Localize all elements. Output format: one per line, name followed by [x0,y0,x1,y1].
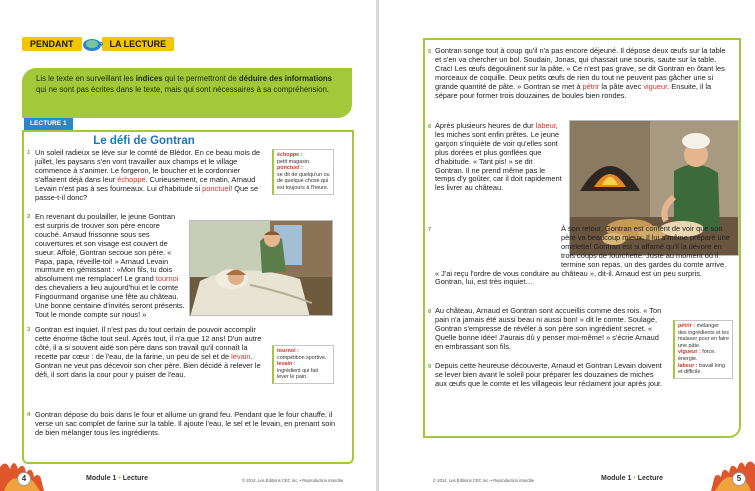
footer-copyright-right: © 2014, Les Éditions CEC inc. • Reproduction interdite [433,478,535,483]
story-title: Le défi de Gontran [93,135,195,147]
glossary-definition: compétition sportive. [277,354,327,361]
glossary-term: échoppe : [277,152,303,158]
paragraph-number: 1 [27,150,31,156]
glossary-definition: petit magasin. [277,158,311,165]
glossary-term: vigueur : [678,349,701,356]
p1-text-b: . Curieusement, ce matin, Arnaud Levain n'est pas à ses fourneaux. Lui d'habitude si [35,174,256,193]
glossary-word: levain [231,351,251,361]
glossary-word: tournoi [155,274,179,284]
paragraph-number: 8 [428,309,432,315]
banner-label-right: LA LECTURE [102,37,175,51]
glossary-term: pétrir : [678,323,696,329]
p9-text: Depuis cette heureuse découverte, Arnaud et Gontran Levain doivent se lever bien avant le soleil pour préparer les douzaines de miches aux œufs que le comte et les villageois leur réclament jour après jour. [435,361,663,388]
glossary-definition: force, énergie. [678,349,716,362]
paragraph-number: 3 [27,327,31,333]
p6-text-b: , les miches sont enfin prêtes. Le jeune garçon s'inquiète de voir qu'elles sont plus dorées et plus gonflées que d'habitude. « Tant pis! » se dit Gontran. Il ne prend même pas le temps d'y goûter, car il doit rapidement les livrer au château. [435,121,562,193]
footer-module-label: Module 1 [86,475,117,482]
paragraph-8 [435,307,665,352]
instr-bold-2: déduire des informations [238,74,332,83]
glossary-word: vigueur [643,81,668,91]
paragraph-3 [35,326,266,379]
paragraph-number: 4 [27,412,31,418]
reading-instructions [22,68,352,118]
glossary-note-petrir [673,320,733,379]
paragraph-number: 6 [428,124,432,130]
paragraph-number: 7 [428,227,432,233]
footer-module-label: Module 1 [601,475,632,482]
p6-text-a: Après plusieurs heures de dur [435,121,536,130]
glossary-definition: ingrédient qui fait lever le pain. [277,367,319,381]
sick-father-drawing [190,221,333,316]
p5-text-c: . Ensuite, il la sépare pour former trois douzaines de boules bien rondes. [435,81,712,100]
glossary-term: labeur : [678,362,698,369]
paragraph-4 [35,411,345,438]
paragraph-number: 5 [428,49,432,55]
p2-text-a: En revenant du poulailler, le jeune Gontran est surpris de trouver son père encore couché. Arnaud frissonne sous ses couvertures et son visage est couvert de sueur. Affolé, Gontran secoue son père. « Papa, papa, réveille-toi! » Arnaud Levain murmure en gémissant : «Mon fils, tu dois absolument me remplacer! Le grand [35,212,176,284]
glossary-word: ponctuel [202,183,231,193]
paragraph-6 [435,122,563,193]
turtle-icon [80,36,104,52]
p5-text-a: Gontran songe tout à coup qu'il n'a pas encore déjeuné. Il dépose deux œufs sur la table et s'en va chercher un bol. Soudain, Jonas, qui chassait une souris, saute sur la table. Crac! Les œufs dégoulinent sur la pâte. « Ce n'est pas grave, se dit Gontran en ôtant les morceaux de coquille. Deux petits œufs de rien du tout ne peuvent pas gâcher une si grande quantité de pâte. » Gontran se met à [435,46,726,91]
instr-text-3: qui ne sont pas écrites dans le texte, mais qui sont nécessaires à sa compréhension. [36,84,329,94]
footer-module-right: Module 1 • Lecture [601,475,663,482]
paragraph-2 [35,213,185,320]
p3-text-a: Gontran est inquiet. Il n'est pas du tout certain de pouvoir accomplir cette énorme tâche tout seul. Après tout, il n'a que 12 ans! D'un autre côté, il a si souvent aidé son père dans son travail qu'il connaît la recette par cœur : de l'eau, de la farine, un peu de sel et de [35,325,262,361]
coral-decoration [0,457,70,491]
lecture-tag: LECTURE 1 [24,118,73,130]
glossary-definition: se dit de quelqu'un ou de quelque chose qui est toujours à l'heure. [277,171,330,191]
section-banner [22,36,174,52]
glossary-note-echoppe [272,149,334,195]
instr-text-2: qui te permettront de [162,74,239,83]
p3-text-b: . Gontran ne veut pas décevoir son cher père. Bien décidé à relever le défi, il sort dans la cour pour y puiser de l'eau. [35,351,261,379]
p2-text-b: des chevaliers a lieu aujourd'hui et le comte Fingourmand organise une fête au château. Une bonne centaine d'invités seront présents. Tout le monde compte sur nous! » [35,283,185,319]
left-page [0,0,376,491]
glossary-term: ponctuel : [277,165,303,172]
p5-text-b: la pâte avec [599,81,644,91]
paragraph-9 [435,362,665,389]
glossary-term: tournoi : [277,348,299,354]
footer-section-label: Lecture [122,475,148,482]
glossary-word: pétrir [582,81,600,91]
glossary-note-tournoi [272,345,334,384]
banner-label-left: PENDANT [22,37,82,51]
p1-text-a: Un soleil radieux se lève sur le comté de Blédor. En ce beau mois de juillet, les paysans s'en vont travailler aux champs et le village commence à s'animer. Le forgeron, le boucher et le cordonnier s'affairent déjà dans leur [35,148,261,184]
page-number-right: 5 [732,472,746,486]
page-number-left: 4 [17,472,31,486]
glossary-term: levain : [277,361,296,368]
p8-text: Au château, Arnaud et Gontran sont accueillis comme des rois. « Ton pain n'a jamais été aussi beau ni aussi bon! » dit le comte. Soulagé, Gontran s'empresse de révéler à son père son ingrédient secret. « Quelle bonne idée! J'aurais dû y penser moi-même! » s'écrie Arnaud en embrassant son fils. [435,306,662,351]
illustration-sick-father [189,220,333,316]
glossary-definition: mélanger des ingrédients et les malaxer pour en faire une pâte. [678,323,729,349]
glossary-word: échoppe [117,174,146,184]
paragraph-number: 2 [27,214,31,220]
instr-text-1: Lis le texte en surveillant les [36,74,136,83]
paragraph-number: 9 [428,364,432,370]
footer-copyright-left: © 2014, Les Éditions CEC inc. • Reproduction interdite [242,478,344,483]
paragraph-7 [435,225,731,287]
glossary-definition: travail long et difficile. [678,362,726,376]
glossary-word: labeur [535,121,556,130]
p4-text: Gontran dépose du bois dans le four et allume un grand feu. Pendant que le four chauffe, il verse un sac complet de farine sur la table. Il ajoute l'eau, le sel et le levain, en prenant soin de bien mélanger tous les ingrédients. [35,410,336,437]
p7-wrap-spacer [435,225,561,261]
footer-module-left: Module 1 • Lecture [86,475,148,482]
right-page [379,0,755,491]
paragraph-1 [35,149,266,202]
p7-text: À son retour, Gontran est content de voir que son père va beaucoup mieux. Il lui a même préparé une omelette! Gontran est si affamé qu'il la dévore en trois coups de fourchette. Juste au moment où il termine son repas, un des gardes du comte arrive. « J'ai reçu l'ordre de vous conduire au château », dit-il. Arnaud est un peu surpris. Gontran, lui, est très inquiet… [435,224,730,287]
paragraph-5 [435,47,731,100]
instr-bold-1: indices [135,74,163,83]
footer-section-label: Lecture [637,475,663,482]
p1-text-c: ! Que se passe-t-il donc? [35,183,259,202]
